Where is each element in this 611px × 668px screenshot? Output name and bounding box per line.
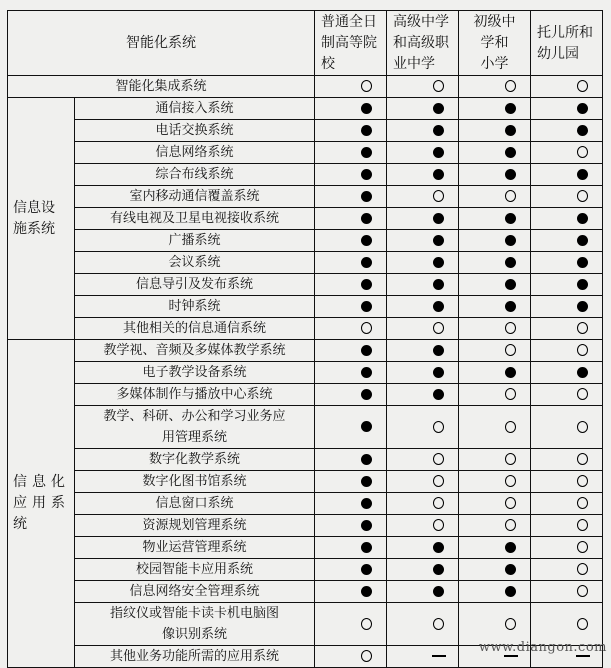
table-row bbox=[8, 581, 603, 603]
symbol-cell bbox=[531, 449, 603, 471]
system-name: 广播系统 bbox=[75, 230, 315, 252]
symbol-cell bbox=[387, 515, 459, 537]
symbol-cell bbox=[459, 318, 531, 340]
hollow-circle-icon bbox=[505, 322, 516, 334]
hollow-circle-icon bbox=[433, 421, 444, 433]
hollow-circle-icon bbox=[577, 618, 588, 630]
symbol-cell bbox=[387, 296, 459, 318]
table-row bbox=[8, 186, 603, 208]
symbol-cell bbox=[387, 318, 459, 340]
filled-circle-icon bbox=[505, 564, 516, 575]
symbol-cell bbox=[531, 406, 603, 449]
symbol-cell bbox=[531, 142, 603, 164]
symbol-cell bbox=[315, 449, 387, 471]
hollow-circle-icon bbox=[577, 190, 588, 202]
symbol-cell bbox=[387, 230, 459, 252]
table-row bbox=[8, 98, 603, 120]
symbol-cell bbox=[531, 252, 603, 274]
hollow-circle-icon bbox=[577, 421, 588, 433]
filled-circle-icon bbox=[361, 125, 372, 136]
system-name: 信息导引及发布系统 bbox=[75, 274, 315, 296]
filled-circle-icon bbox=[433, 257, 444, 268]
symbol-cell bbox=[531, 581, 603, 603]
symbol-cell bbox=[387, 340, 459, 362]
symbol-cell bbox=[387, 164, 459, 186]
hollow-circle-icon bbox=[505, 497, 516, 509]
hollow-circle-icon bbox=[577, 541, 588, 553]
symbol-cell bbox=[387, 76, 459, 98]
symbol-cell bbox=[387, 493, 459, 515]
filled-circle-icon bbox=[433, 169, 444, 180]
symbol-cell bbox=[387, 449, 459, 471]
table-row bbox=[8, 471, 603, 493]
symbol-cell bbox=[315, 406, 387, 449]
hollow-circle-icon bbox=[361, 322, 372, 334]
table-row bbox=[8, 252, 603, 274]
hollow-circle-icon bbox=[505, 388, 516, 400]
filled-circle-icon bbox=[433, 147, 444, 158]
table-row bbox=[8, 406, 603, 449]
symbol-cell bbox=[459, 537, 531, 559]
symbol-cell bbox=[459, 406, 531, 449]
symbol-cell bbox=[459, 142, 531, 164]
filled-circle-icon bbox=[433, 301, 444, 312]
symbol-cell bbox=[387, 603, 459, 646]
filled-circle-icon bbox=[577, 257, 588, 268]
symbol-cell bbox=[315, 98, 387, 120]
hollow-circle-icon bbox=[361, 80, 372, 92]
symbol-cell bbox=[315, 230, 387, 252]
filled-circle-icon bbox=[361, 564, 372, 575]
table-row bbox=[8, 537, 603, 559]
filled-circle-icon bbox=[433, 103, 444, 114]
symbol-cell bbox=[387, 559, 459, 581]
filled-circle-icon bbox=[433, 367, 444, 378]
filled-circle-icon bbox=[361, 389, 372, 400]
filled-circle-icon bbox=[577, 125, 588, 136]
hollow-circle-icon bbox=[505, 519, 516, 531]
filled-circle-icon bbox=[433, 235, 444, 246]
filled-circle-icon bbox=[361, 520, 372, 531]
filled-circle-icon bbox=[505, 586, 516, 597]
hollow-circle-icon bbox=[505, 344, 516, 356]
symbol-cell bbox=[387, 471, 459, 493]
symbol-cell bbox=[459, 76, 531, 98]
filled-circle-icon bbox=[505, 257, 516, 268]
filled-circle-icon bbox=[505, 103, 516, 114]
filled-circle-icon bbox=[577, 235, 588, 246]
symbol-cell bbox=[459, 471, 531, 493]
filled-circle-icon bbox=[361, 103, 372, 114]
symbol-cell bbox=[531, 340, 603, 362]
hollow-circle-icon bbox=[433, 322, 444, 334]
filled-circle-icon bbox=[433, 586, 444, 597]
filled-circle-icon bbox=[361, 498, 372, 509]
system-name: 室内移动通信覆盖系统 bbox=[75, 186, 315, 208]
symbol-cell bbox=[531, 559, 603, 581]
system-name: 综合布线系统 bbox=[75, 164, 315, 186]
hollow-circle-icon bbox=[433, 618, 444, 630]
symbol-cell bbox=[387, 406, 459, 449]
filled-circle-icon bbox=[577, 169, 588, 180]
hollow-circle-icon bbox=[361, 650, 372, 662]
symbol-cell bbox=[315, 120, 387, 142]
header-col-kindergarten: 托儿所和 幼儿园 bbox=[531, 11, 603, 76]
group-label: 信息化 应用系 统 bbox=[8, 340, 75, 668]
hollow-circle-icon bbox=[577, 475, 588, 487]
header-system-column: 智能化系统 bbox=[8, 11, 315, 76]
symbol-cell bbox=[531, 515, 603, 537]
symbol-cell bbox=[531, 362, 603, 384]
dash-icon bbox=[432, 655, 446, 657]
filled-circle-icon bbox=[361, 191, 372, 202]
hollow-circle-icon bbox=[577, 497, 588, 509]
symbol-cell bbox=[459, 515, 531, 537]
system-name: 物业运营管理系统 bbox=[75, 537, 315, 559]
system-name: 会议系统 bbox=[75, 252, 315, 274]
system-name: 多媒体制作与播放中心系统 bbox=[75, 384, 315, 406]
integration-system-name: 智能化集成系统 bbox=[8, 76, 315, 98]
table-row bbox=[8, 296, 603, 318]
symbol-cell bbox=[315, 471, 387, 493]
symbol-cell bbox=[531, 318, 603, 340]
symbol-cell bbox=[387, 581, 459, 603]
system-name: 时钟系统 bbox=[75, 296, 315, 318]
table-row bbox=[8, 559, 603, 581]
symbol-cell bbox=[531, 493, 603, 515]
hollow-circle-icon bbox=[577, 322, 588, 334]
symbol-cell bbox=[387, 120, 459, 142]
symbol-cell bbox=[387, 186, 459, 208]
table-row bbox=[8, 230, 603, 252]
filled-circle-icon bbox=[433, 345, 444, 356]
header-col-middle-primary: 初级中 学和 小学 bbox=[459, 11, 531, 76]
symbol-cell bbox=[459, 164, 531, 186]
symbol-cell bbox=[387, 362, 459, 384]
system-name: 数字化教学系统 bbox=[75, 449, 315, 471]
table-row bbox=[8, 274, 603, 296]
symbol-cell bbox=[459, 186, 531, 208]
symbol-cell bbox=[531, 384, 603, 406]
symbol-cell bbox=[315, 603, 387, 646]
intelligent-systems-table bbox=[7, 10, 603, 668]
symbol-cell bbox=[387, 142, 459, 164]
header-col-university: 普通全日 制高等院 校 bbox=[315, 11, 387, 76]
filled-circle-icon bbox=[505, 169, 516, 180]
table-row bbox=[8, 120, 603, 142]
filled-circle-icon bbox=[505, 279, 516, 290]
symbol-cell bbox=[459, 384, 531, 406]
dash-icon bbox=[504, 655, 518, 657]
symbol-cell bbox=[315, 318, 387, 340]
system-name: 电子教学设备系统 bbox=[75, 362, 315, 384]
table-row bbox=[8, 384, 603, 406]
header-row bbox=[8, 11, 603, 76]
filled-circle-icon bbox=[433, 279, 444, 290]
hollow-circle-icon bbox=[433, 497, 444, 509]
filled-circle-icon bbox=[505, 213, 516, 224]
hollow-circle-icon bbox=[577, 146, 588, 158]
symbol-cell bbox=[315, 537, 387, 559]
symbol-cell bbox=[531, 537, 603, 559]
system-name: 信息网络系统 bbox=[75, 142, 315, 164]
system-name: 通信接入系统 bbox=[75, 98, 315, 120]
symbol-cell bbox=[315, 362, 387, 384]
filled-circle-icon bbox=[577, 279, 588, 290]
filled-circle-icon bbox=[577, 301, 588, 312]
system-name: 教学视、音频及多媒体教学系统 bbox=[75, 340, 315, 362]
filled-circle-icon bbox=[505, 367, 516, 378]
symbol-cell bbox=[531, 208, 603, 230]
hollow-circle-icon bbox=[433, 475, 444, 487]
symbol-cell bbox=[459, 296, 531, 318]
hollow-circle-icon bbox=[505, 190, 516, 202]
symbol-cell bbox=[531, 98, 603, 120]
filled-circle-icon bbox=[505, 301, 516, 312]
hollow-circle-icon bbox=[577, 388, 588, 400]
symbol-cell bbox=[459, 493, 531, 515]
symbol-cell bbox=[459, 120, 531, 142]
filled-circle-icon bbox=[433, 389, 444, 400]
symbol-cell bbox=[531, 76, 603, 98]
hollow-circle-icon bbox=[433, 190, 444, 202]
filled-circle-icon bbox=[361, 279, 372, 290]
table-row bbox=[8, 208, 603, 230]
symbol-cell bbox=[315, 76, 387, 98]
hollow-circle-icon bbox=[505, 618, 516, 630]
symbol-cell bbox=[387, 252, 459, 274]
filled-circle-icon bbox=[505, 235, 516, 246]
symbol-cell bbox=[387, 98, 459, 120]
table-row bbox=[8, 318, 603, 340]
filled-circle-icon bbox=[361, 147, 372, 158]
filled-circle-icon bbox=[433, 125, 444, 136]
filled-circle-icon bbox=[577, 213, 588, 224]
hollow-circle-icon bbox=[577, 563, 588, 575]
hollow-circle-icon bbox=[361, 618, 372, 630]
symbol-cell bbox=[315, 581, 387, 603]
hollow-circle-icon bbox=[577, 585, 588, 597]
symbol-cell bbox=[459, 230, 531, 252]
symbol-cell bbox=[315, 274, 387, 296]
symbol-cell bbox=[315, 142, 387, 164]
hollow-circle-icon bbox=[505, 421, 516, 433]
symbol-cell bbox=[315, 646, 387, 668]
symbol-cell bbox=[315, 384, 387, 406]
symbol-cell bbox=[315, 559, 387, 581]
header-col-high-school: 高级中学 和高级职 业中学 bbox=[387, 11, 459, 76]
hollow-circle-icon bbox=[577, 453, 588, 465]
symbol-cell bbox=[387, 537, 459, 559]
symbol-cell bbox=[459, 340, 531, 362]
table-row bbox=[8, 449, 603, 471]
filled-circle-icon bbox=[361, 476, 372, 487]
hollow-circle-icon bbox=[505, 80, 516, 92]
system-name: 资源规划管理系统 bbox=[75, 515, 315, 537]
filled-circle-icon bbox=[433, 564, 444, 575]
symbol-cell bbox=[459, 449, 531, 471]
hollow-circle-icon bbox=[505, 453, 516, 465]
table-row bbox=[8, 340, 603, 362]
symbol-cell bbox=[387, 274, 459, 296]
filled-circle-icon bbox=[577, 367, 588, 378]
system-name: 信息窗口系统 bbox=[75, 493, 315, 515]
system-name: 有线电视及卫星电视接收系统 bbox=[75, 208, 315, 230]
hollow-circle-icon bbox=[433, 80, 444, 92]
symbol-cell bbox=[459, 208, 531, 230]
symbol-cell bbox=[315, 252, 387, 274]
filled-circle-icon bbox=[361, 301, 372, 312]
filled-circle-icon bbox=[361, 421, 372, 432]
filled-circle-icon bbox=[577, 103, 588, 114]
filled-circle-icon bbox=[361, 586, 372, 597]
symbol-cell bbox=[459, 362, 531, 384]
symbol-cell bbox=[315, 493, 387, 515]
filled-circle-icon bbox=[361, 169, 372, 180]
table-row bbox=[8, 515, 603, 537]
filled-circle-icon bbox=[361, 345, 372, 356]
symbol-cell bbox=[459, 581, 531, 603]
system-name: 数字化图书馆系统 bbox=[75, 471, 315, 493]
table-row bbox=[8, 493, 603, 515]
symbol-cell bbox=[315, 296, 387, 318]
system-name: 信息网络安全管理系统 bbox=[75, 581, 315, 603]
watermark: www.diangon.com bbox=[478, 640, 607, 655]
filled-circle-icon bbox=[505, 542, 516, 553]
filled-circle-icon bbox=[505, 125, 516, 136]
symbol-cell bbox=[315, 515, 387, 537]
symbol-cell bbox=[531, 164, 603, 186]
system-name: 电话交换系统 bbox=[75, 120, 315, 142]
symbol-cell bbox=[315, 186, 387, 208]
hollow-circle-icon bbox=[433, 519, 444, 531]
dash-icon bbox=[576, 655, 590, 657]
filled-circle-icon bbox=[361, 257, 372, 268]
filled-circle-icon bbox=[361, 213, 372, 224]
symbol-cell bbox=[459, 559, 531, 581]
hollow-circle-icon bbox=[433, 453, 444, 465]
table-row bbox=[8, 142, 603, 164]
group-label: 信息设 施系统 bbox=[8, 98, 75, 340]
hollow-circle-icon bbox=[577, 80, 588, 92]
system-name: 校园智能卡应用系统 bbox=[75, 559, 315, 581]
symbol-cell bbox=[531, 296, 603, 318]
symbol-cell bbox=[315, 164, 387, 186]
system-name: 其他相关的信息通信系统 bbox=[75, 318, 315, 340]
table-row bbox=[8, 362, 603, 384]
table-row bbox=[8, 164, 603, 186]
table-body bbox=[8, 76, 603, 668]
symbol-cell bbox=[459, 252, 531, 274]
table-row-integration bbox=[8, 76, 603, 98]
system-name: 教学、科研、办公和学习业务应 用管理系统 bbox=[75, 406, 315, 449]
filled-circle-icon bbox=[361, 235, 372, 246]
symbol-cell bbox=[387, 208, 459, 230]
filled-circle-icon bbox=[433, 213, 444, 224]
symbol-cell bbox=[315, 340, 387, 362]
hollow-circle-icon bbox=[505, 475, 516, 487]
hollow-circle-icon bbox=[577, 519, 588, 531]
symbol-cell bbox=[315, 208, 387, 230]
filled-circle-icon bbox=[505, 147, 516, 158]
symbol-cell bbox=[531, 120, 603, 142]
symbol-cell bbox=[531, 230, 603, 252]
symbol-cell bbox=[387, 646, 459, 668]
symbol-cell bbox=[531, 274, 603, 296]
symbol-cell bbox=[531, 186, 603, 208]
filled-circle-icon bbox=[361, 454, 372, 465]
symbol-cell bbox=[387, 384, 459, 406]
system-name: 其他业务功能所需的应用系统 bbox=[75, 646, 315, 668]
filled-circle-icon bbox=[433, 542, 444, 553]
symbol-cell bbox=[531, 471, 603, 493]
symbol-cell bbox=[459, 98, 531, 120]
hollow-circle-icon bbox=[577, 344, 588, 356]
filled-circle-icon bbox=[361, 367, 372, 378]
system-name: 指纹仪或智能卡读卡机电脑图 像识别系统 bbox=[75, 603, 315, 646]
symbol-cell bbox=[459, 274, 531, 296]
filled-circle-icon bbox=[361, 542, 372, 553]
